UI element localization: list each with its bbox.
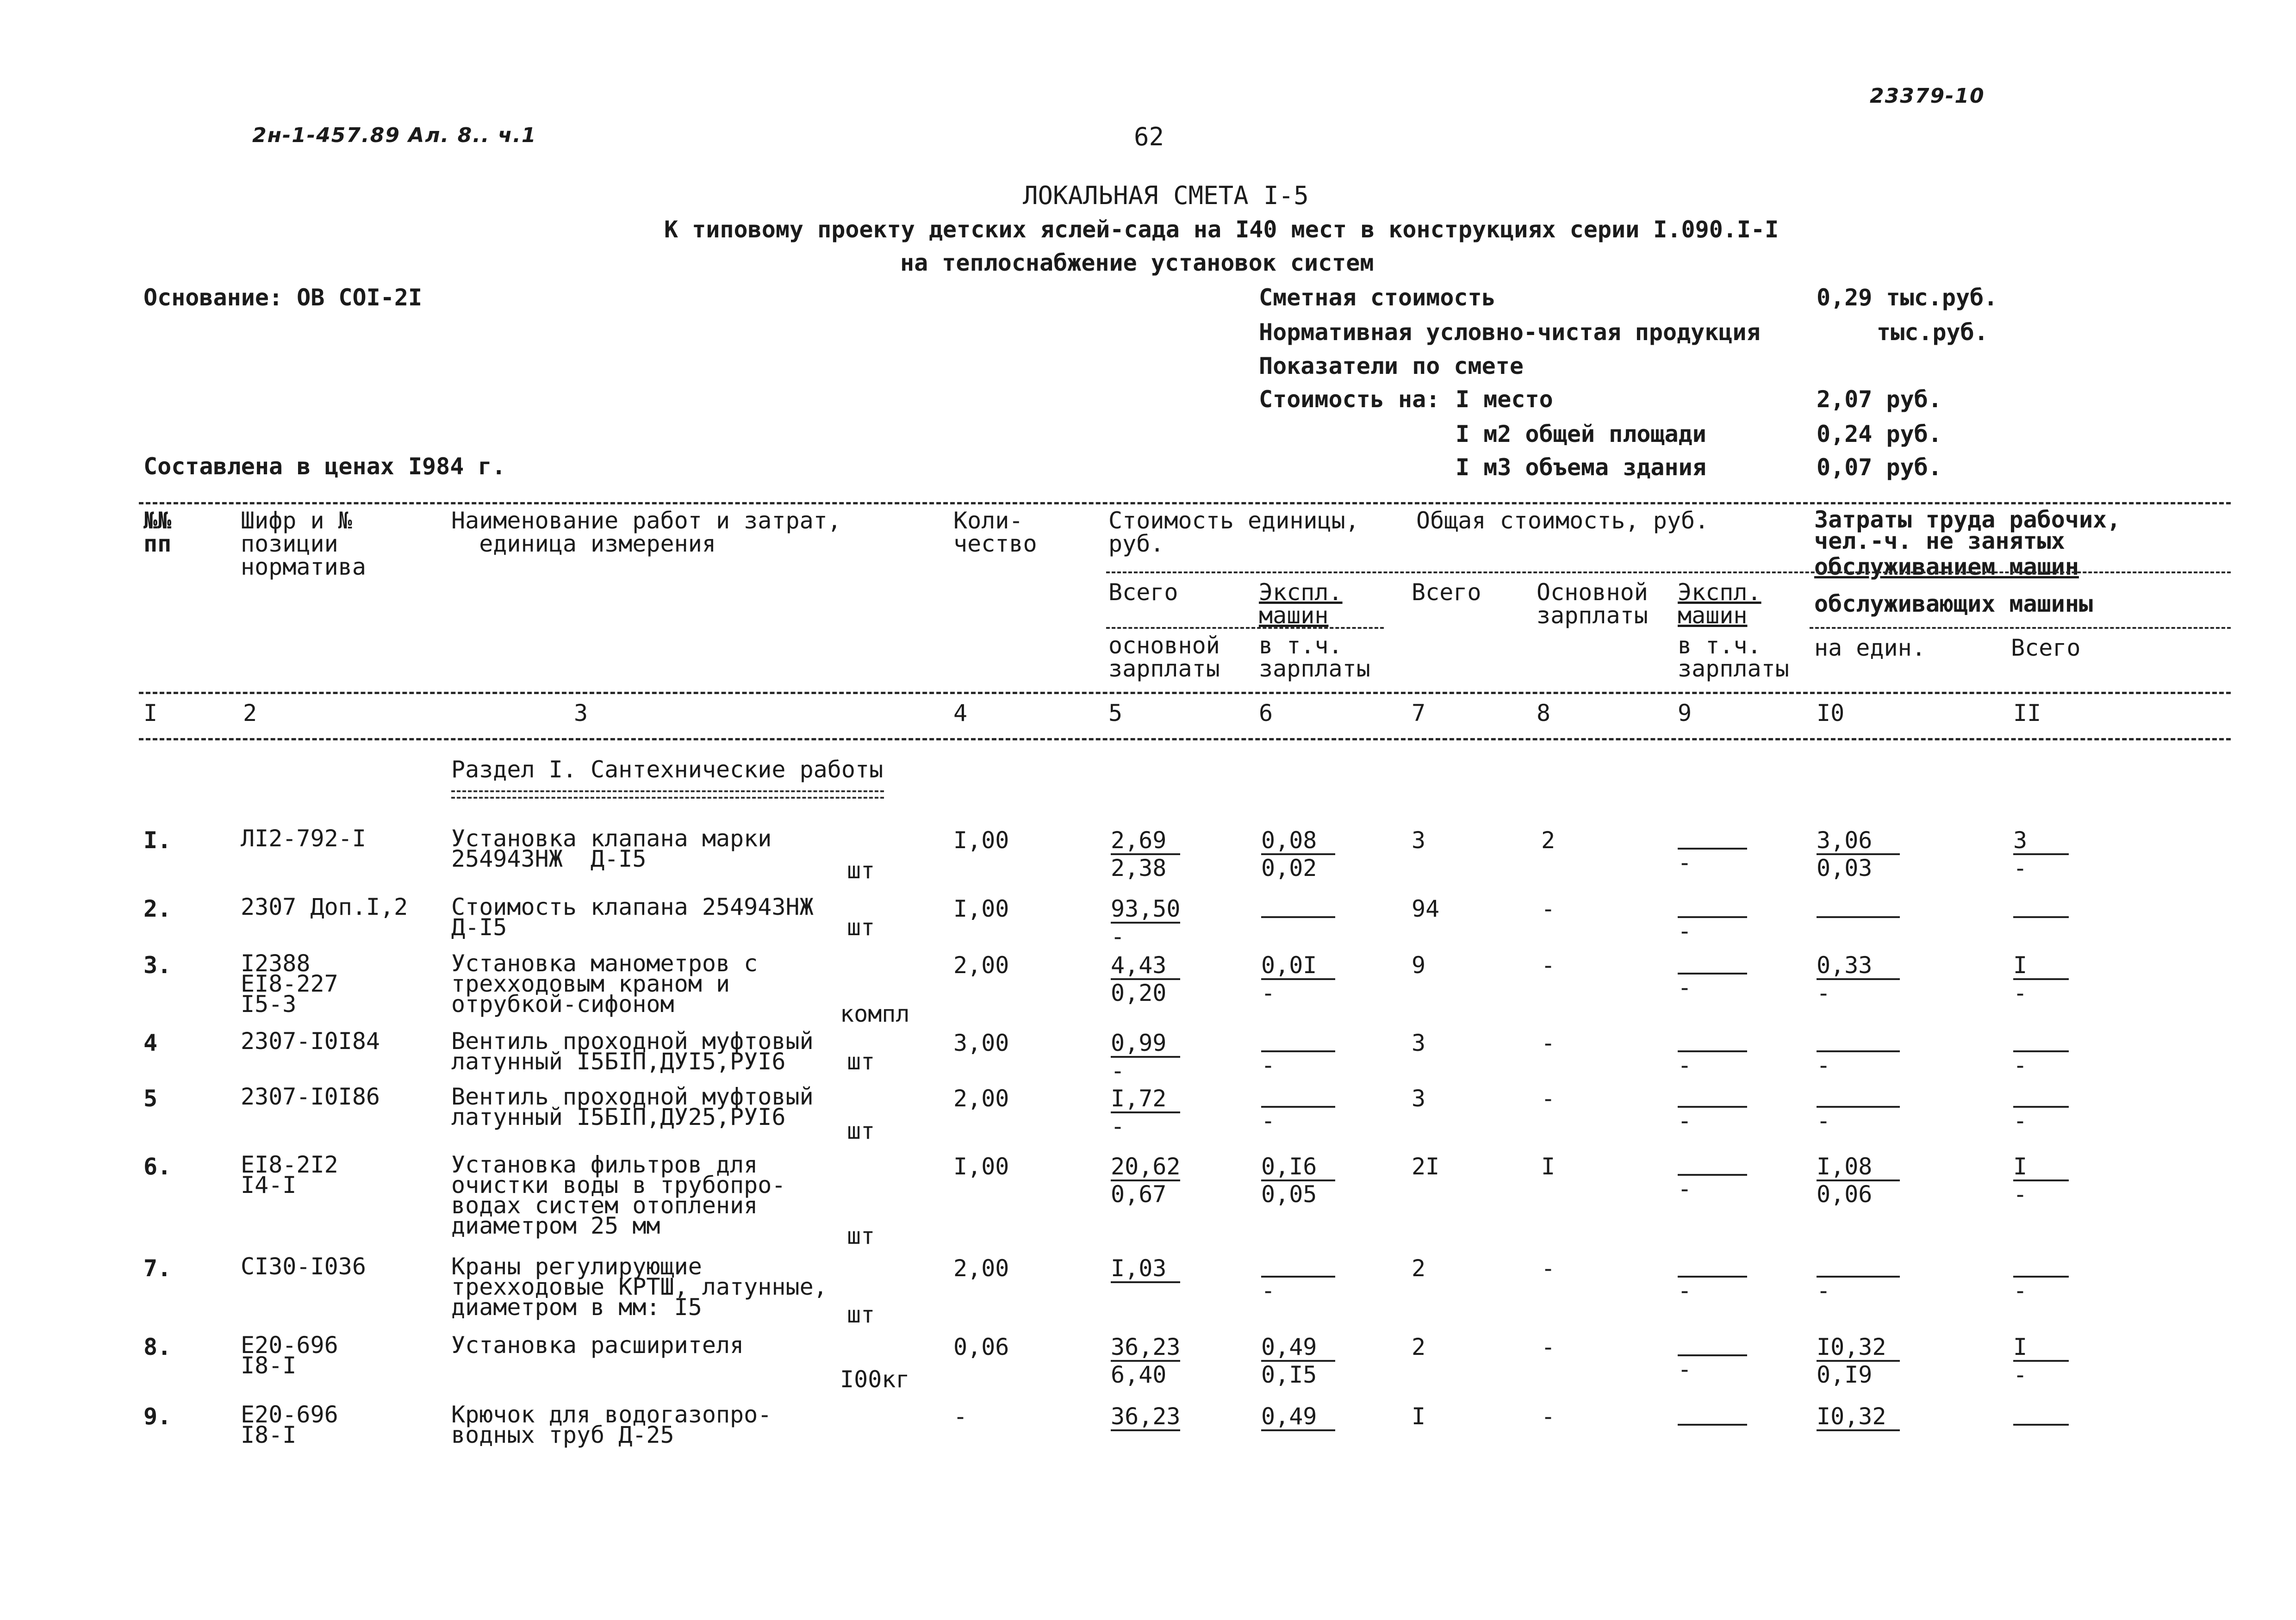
normative-value: тыс.руб. <box>1877 319 1988 346</box>
row-name: Установка клапана марки 254943НЖ Д-I5 <box>451 825 772 872</box>
row-machine-total-value <box>1678 1086 1784 1105</box>
row-labor-total <box>2013 1335 2120 1388</box>
row-number: 9. <box>143 1403 172 1430</box>
column-number: 5 <box>1108 700 1123 726</box>
header-col-code: Шифр и № позиции норматива <box>241 507 366 580</box>
row-name: Установка фильтров для очистки воды в трубопро- водах систем отопления диаметром 25 мм <box>451 1151 786 1239</box>
per-place-value: 2,07 руб. <box>1817 386 1942 413</box>
row-machine-cost-sub-value: - <box>1261 1107 1276 1134</box>
row-unit-cost <box>1111 953 1217 1006</box>
row-machine-cost-value <box>1261 1086 1368 1105</box>
row-machine-total-value <box>1678 1154 1784 1173</box>
section-title: Раздел I. Сантехнические работы <box>451 756 884 783</box>
row-labor-unit-value: 0,33 <box>1817 952 1873 979</box>
row-number: 5 <box>143 1085 158 1112</box>
row-unit: шт <box>847 857 875 884</box>
row-labor-unit <box>1817 828 1923 881</box>
row-unit: шт <box>847 914 875 941</box>
column-number: I <box>143 700 158 726</box>
row-quantity: I,00 <box>953 895 1009 922</box>
row-labor-total <box>2013 1086 2120 1134</box>
prices-text: Составлена в ценах I984 г. <box>143 453 506 480</box>
row-quantity: 0,06 <box>953 1334 1009 1360</box>
row-name: Вентиль проходной муфтовый латунный I5БIП,ДУ25,РУI6 <box>451 1083 814 1130</box>
document-subtitle-2: на теплоснабжение установок систем <box>900 249 1374 276</box>
row-labor-total-sub-value: - <box>2013 1107 2028 1134</box>
row-unit-cost-value: 20,62 <box>1111 1153 1181 1180</box>
row-labor-unit-sub-value: 0,I9 <box>1817 1361 1873 1388</box>
row-machine-cost-value: 0,0I <box>1261 952 1317 979</box>
row-total: 2 <box>1412 1334 1426 1360</box>
row-quantity: 2,00 <box>953 952 1009 979</box>
row-labor-total <box>2013 1404 2120 1426</box>
row-labor-unit-value: I,08 <box>1817 1153 1873 1180</box>
row-labor-unit-sub-value: - <box>1817 1277 1831 1304</box>
row-total: 9 <box>1412 952 1426 979</box>
row-labor-unit <box>1817 1335 1923 1388</box>
table-top-rule <box>139 502 2231 504</box>
row-machine-total-sub-value: - <box>1678 1107 1692 1134</box>
row-quantity: 3,00 <box>953 1030 1009 1056</box>
row-unit-cost-value: 36,23 <box>1111 1334 1181 1360</box>
row-name: Установка расширителя <box>451 1332 744 1359</box>
row-machine-cost-value: 0,I6 <box>1261 1153 1317 1180</box>
section-title-underline <box>451 790 884 799</box>
row-machine-cost <box>1261 1256 1368 1303</box>
row-code: СI30-I036 <box>241 1253 366 1280</box>
row-labor-total-value <box>2013 1404 2120 1423</box>
column-number: 6 <box>1259 700 1273 726</box>
row-machine-cost-value: 0,08 <box>1261 827 1317 854</box>
row-labor-unit <box>1817 1154 1923 1207</box>
estimated-cost-label: Сметная стоимость <box>1259 284 1496 311</box>
row-machine-total-value <box>1678 1404 1784 1423</box>
row-wages: - <box>1541 1085 1556 1112</box>
row-machine-cost <box>1261 1086 1368 1134</box>
row-machine-total <box>1678 1031 1784 1078</box>
normative-label: Нормативная условно-чистая продукция <box>1259 319 1761 346</box>
row-labor-unit <box>1817 953 1923 1006</box>
row-labor-total-underline <box>2013 916 2069 918</box>
row-code: ЕI8-2I2 I4-I <box>241 1151 338 1198</box>
row-labor-unit <box>1817 1404 1923 1431</box>
row-labor-unit-value <box>1817 1256 1923 1275</box>
row-machine-total-sub-value: - <box>1678 849 1692 876</box>
page-number: 62 <box>1134 122 1164 151</box>
row-name: Установка манометров с трехходовым краном и отрубкой-сифоном <box>451 950 758 1018</box>
header-c5a: Всего <box>1108 579 1178 606</box>
row-name: Крючок для водогазопро- водных труб Д-25 <box>451 1401 772 1448</box>
column-number: II <box>2013 700 2041 726</box>
cost-per-label: Стоимость на: <box>1259 386 1440 413</box>
row-wages: 2 <box>1541 827 1556 854</box>
row-number: 8. <box>143 1334 172 1360</box>
row-labor-total-sub-value: - <box>2013 1052 2028 1079</box>
row-labor-total-value <box>2013 1086 2120 1105</box>
row-unit-cost-value: 36,23 <box>1111 1403 1181 1430</box>
document-subtitle-1: К типовому проекту детских яслей-сада на I40 мест в конструкциях серии I.090.I-I <box>664 216 1779 243</box>
per-m2-value: 0,24 руб. <box>1817 421 1942 447</box>
row-labor-unit <box>1817 897 1923 918</box>
row-labor-unit-value: 3,06 <box>1817 827 1873 854</box>
row-labor-total <box>2013 953 2120 1006</box>
row-unit-cost <box>1111 828 1217 881</box>
header-c7: Всего <box>1412 579 1481 606</box>
row-wages: - <box>1541 895 1556 922</box>
row-unit-cost-value: 0,99 <box>1111 1030 1167 1056</box>
row-total: 3 <box>1412 1085 1426 1112</box>
row-name: Стоимость клапана 254943НЖ Д-I5 <box>451 894 814 941</box>
row-total: 3 <box>1412 1030 1426 1056</box>
row-unit-cost-sub-value: - <box>1111 1113 1125 1140</box>
row-unit-cost-value: I,03 <box>1111 1255 1167 1282</box>
header-sub-rule <box>1106 571 2231 573</box>
row-machine-cost-value <box>1261 1256 1368 1275</box>
row-labor-total-sub-value: - <box>2013 980 2028 1006</box>
row-machine-total <box>1678 897 1784 944</box>
row-unit-cost-value: 93,50 <box>1111 895 1181 922</box>
row-unit-cost <box>1111 897 1217 950</box>
row-machine-cost-value: 0,49 <box>1261 1403 1317 1430</box>
row-labor-unit-sub-value: - <box>1817 1107 1831 1134</box>
header-c9a: Экспл. машин <box>1678 579 1761 629</box>
row-unit-cost-value: 4,43 <box>1111 952 1167 979</box>
row-machine-cost <box>1261 1404 1368 1431</box>
row-wages: - <box>1541 952 1556 979</box>
row-quantity: I,00 <box>953 827 1009 854</box>
header-unit-cost: Стоимость единицы, руб. <box>1108 507 1359 557</box>
row-unit-cost-sub-value: 2,38 <box>1111 855 1167 881</box>
row-unit-cost-sub-value: 6,40 <box>1111 1361 1167 1388</box>
row-total: 94 <box>1412 895 1440 922</box>
row-machine-total <box>1678 1256 1784 1303</box>
row-labor-unit-value <box>1817 897 1923 915</box>
row-labor-total <box>2013 1154 2120 1207</box>
header-c10: на един. <box>1814 634 1926 661</box>
row-machine-total-sub-value: - <box>1678 974 1692 1001</box>
row-machine-total <box>1678 828 1784 875</box>
row-labor-total <box>2013 1256 2120 1303</box>
row-unit-cost <box>1111 1404 1217 1431</box>
document-code: 2н-1-457.89 Ал. 8.. ч.1 <box>252 124 537 147</box>
row-machine-cost <box>1261 897 1368 918</box>
row-total: I <box>1412 1403 1426 1430</box>
row-unit-cost-sub-value: 0,20 <box>1111 980 1167 1006</box>
row-total: 2I <box>1412 1153 1440 1180</box>
row-labor-unit-sub-value: 0,06 <box>1817 1181 1873 1208</box>
row-machine-total-value <box>1678 1256 1784 1275</box>
row-unit: I00кг <box>840 1366 910 1393</box>
row-labor-total-underline <box>2013 1424 2069 1426</box>
row-labor-total-sub-value: - <box>2013 1277 2028 1304</box>
header-labor-sub1: обслуживанием машин <box>1814 553 2079 580</box>
row-machine-total-value <box>1678 897 1784 915</box>
row-labor-unit-value: I0,32 <box>1817 1334 1886 1360</box>
row-machine-total <box>1678 1404 1784 1426</box>
row-machine-cost <box>1261 828 1368 881</box>
row-labor-unit <box>1817 1256 1923 1303</box>
row-machine-cost-value: 0,49 <box>1261 1334 1317 1360</box>
row-machine-total <box>1678 953 1784 1000</box>
row-unit-cost <box>1111 1335 1217 1388</box>
header-col-quantity: Коли- чество <box>953 507 1037 557</box>
row-labor-total-value <box>2013 1256 2120 1275</box>
row-wages: I <box>1541 1153 1556 1180</box>
row-unit-cost <box>1111 1031 1217 1084</box>
row-labor-total <box>2013 1031 2120 1078</box>
column-number: 3 <box>574 700 588 726</box>
row-machine-cost-sub-value: - <box>1261 1277 1276 1304</box>
row-labor-total-value: 3 <box>2013 827 2028 854</box>
row-unit-cost-sub-value: - <box>1111 923 1125 950</box>
row-labor-total-value <box>2013 897 2120 915</box>
row-labor-unit <box>1817 1031 1923 1078</box>
row-number: 7. <box>143 1255 172 1282</box>
row-unit: компл <box>840 1000 910 1027</box>
row-machine-total-sub-value: - <box>1678 1356 1692 1383</box>
row-labor-total-value: I <box>2013 952 2028 979</box>
row-labor-unit-sub-value: - <box>1817 1052 1831 1079</box>
row-number: I. <box>143 827 172 854</box>
archive-number: 23379-10 <box>1870 84 1985 108</box>
row-labor-unit-underline <box>1817 916 1900 918</box>
row-machine-cost <box>1261 953 1368 1006</box>
row-quantity: 2,00 <box>953 1255 1009 1282</box>
row-name: Вентиль проходной муфтовый латунный I5БIП,ДУI5,РУI6 <box>451 1028 814 1075</box>
column-number: 9 <box>1678 700 1692 726</box>
row-machine-cost <box>1261 1335 1368 1388</box>
per-m3-label: I м3 объема здания <box>1456 454 1706 481</box>
row-unit-cost-value: I,72 <box>1111 1085 1167 1112</box>
col-numbers-bottom-rule <box>139 738 2231 740</box>
row-name: Краны регулирующие трехходовые КРТШ, латунные, диаметром в мм: I5 <box>451 1253 828 1321</box>
basis-text: Основание: ОВ СОI-2I <box>143 284 423 311</box>
row-unit-cost <box>1111 1154 1217 1207</box>
header-col-name: Наименование работ и затрат, единица измерения <box>451 507 841 557</box>
header-c6a: Экспл. машин <box>1259 579 1343 629</box>
row-code: Е20-696 I8-I <box>241 1332 338 1379</box>
header-sub-rule-2 <box>1106 627 1384 629</box>
row-quantity: I,00 <box>953 1153 1009 1180</box>
row-number: 4 <box>143 1030 158 1056</box>
header-col-number: №№ пп <box>143 507 172 557</box>
row-labor-unit-value: I0,32 <box>1817 1403 1886 1430</box>
row-labor-unit-sub-value: 0,03 <box>1817 855 1873 881</box>
row-unit: шт <box>847 1223 875 1249</box>
header-c5b: основной зарплаты <box>1108 632 1220 682</box>
row-unit: шт <box>847 1048 875 1075</box>
estimated-cost-value: 0,29 тыс.руб. <box>1817 284 1998 311</box>
row-machine-total-sub-value: - <box>1678 918 1692 944</box>
row-wages: - <box>1541 1255 1556 1282</box>
row-number: 3. <box>143 952 172 979</box>
row-machine-total-value <box>1678 1335 1784 1353</box>
header-c6b: в т.ч. зарплаты <box>1259 632 1370 682</box>
row-machine-total <box>1678 1154 1784 1202</box>
row-unit: шт <box>847 1301 875 1328</box>
row-labor-total-value: I <box>2013 1334 2028 1360</box>
row-code: I2388 ЕI8-227 I5-3 <box>241 950 338 1018</box>
row-code: ЛI2-792-I <box>241 825 366 852</box>
column-number: 8 <box>1537 700 1551 726</box>
document-title: ЛОКАЛЬНАЯ СМЕТА I-5 <box>1023 181 1309 210</box>
row-machine-cost-sub-value: - <box>1261 1052 1276 1079</box>
row-machine-cost-sub-value: 0,I5 <box>1261 1361 1317 1388</box>
row-unit-cost-value: 2,69 <box>1111 827 1167 854</box>
row-machine-cost <box>1261 1031 1368 1078</box>
row-labor-total-sub-value: - <box>2013 1181 2028 1208</box>
row-machine-total-sub-value: - <box>1678 1175 1692 1202</box>
header-c11: Всего <box>2011 634 2081 661</box>
row-machine-cost-sub-value: - <box>1261 980 1276 1006</box>
row-unit-cost-sub-value: 0,67 <box>1111 1181 1167 1208</box>
per-m2-label: I м2 общей площади <box>1456 421 1706 447</box>
row-wages: - <box>1541 1403 1556 1430</box>
row-code: 2307-I0I86 <box>241 1083 380 1110</box>
per-m3-value: 0,07 руб. <box>1817 454 1942 481</box>
row-unit-cost <box>1111 1086 1217 1139</box>
row-wages: - <box>1541 1334 1556 1360</box>
row-machine-cost-sub-value: 0,05 <box>1261 1181 1317 1208</box>
row-code: Е20-696 I8-I <box>241 1401 338 1448</box>
header-labor-sub2: обслуживающих машины <box>1814 590 2093 617</box>
row-labor-total <box>2013 828 2120 881</box>
row-machine-total-sub-value: - <box>1678 1052 1692 1079</box>
row-machine-cost-underline <box>1261 916 1335 918</box>
row-machine-total <box>1678 1335 1784 1382</box>
row-machine-total-underline <box>1678 1424 1747 1426</box>
row-machine-total <box>1678 1086 1784 1134</box>
row-total: 2 <box>1412 1255 1426 1282</box>
row-labor-unit <box>1817 1086 1923 1134</box>
row-machine-total-sub-value: - <box>1678 1277 1692 1304</box>
row-labor-total-value <box>2013 1031 2120 1049</box>
row-unit-cost <box>1111 1256 1217 1283</box>
row-labor-total <box>2013 897 2120 918</box>
row-machine-cost-value <box>1261 897 1368 915</box>
header-labor: Затраты труда рабочих, чел.-ч. не занятых <box>1814 506 2121 554</box>
row-code: 2307-I0I84 <box>241 1028 380 1055</box>
row-number: 6. <box>143 1153 172 1180</box>
row-machine-cost-sub-value: 0,02 <box>1261 855 1317 881</box>
row-code: 2307 Доп.I,2 <box>241 894 408 920</box>
row-machine-total-value <box>1678 1031 1784 1049</box>
row-machine-cost <box>1261 1154 1368 1207</box>
header-sub-rule-3 <box>1810 627 2231 629</box>
row-machine-cost-value <box>1261 1031 1368 1049</box>
row-labor-unit-value <box>1817 1086 1923 1105</box>
header-total-cost: Общая стоимость, руб. <box>1416 507 1709 534</box>
indicators-label: Показатели по смете <box>1259 353 1524 379</box>
header-c9b: в т.ч. зарплаты <box>1678 632 1789 682</box>
row-unit-cost-sub-value: - <box>1111 1057 1125 1084</box>
row-machine-total-value <box>1678 953 1784 972</box>
per-place-label: I место <box>1456 386 1553 413</box>
row-quantity: - <box>953 1403 968 1430</box>
col-numbers-top-rule <box>139 692 2231 694</box>
row-quantity: 2,00 <box>953 1085 1009 1112</box>
row-number: 2. <box>143 895 172 922</box>
row-labor-total-value: I <box>2013 1153 2028 1180</box>
row-wages: - <box>1541 1030 1556 1056</box>
column-number: I0 <box>1817 700 1845 726</box>
row-labor-total-sub-value: - <box>2013 1361 2028 1388</box>
row-unit: шт <box>847 1117 875 1144</box>
row-labor-unit-sub-value: - <box>1817 980 1831 1006</box>
row-labor-total-sub-value: - <box>2013 855 2028 881</box>
column-number: 4 <box>953 700 968 726</box>
row-labor-unit-value <box>1817 1031 1923 1049</box>
column-number: 7 <box>1412 700 1426 726</box>
column-number: 2 <box>243 700 257 726</box>
row-machine-total-value <box>1678 828 1784 847</box>
header-c8: Основной зарплаты <box>1537 579 1648 629</box>
row-total: 3 <box>1412 827 1426 854</box>
